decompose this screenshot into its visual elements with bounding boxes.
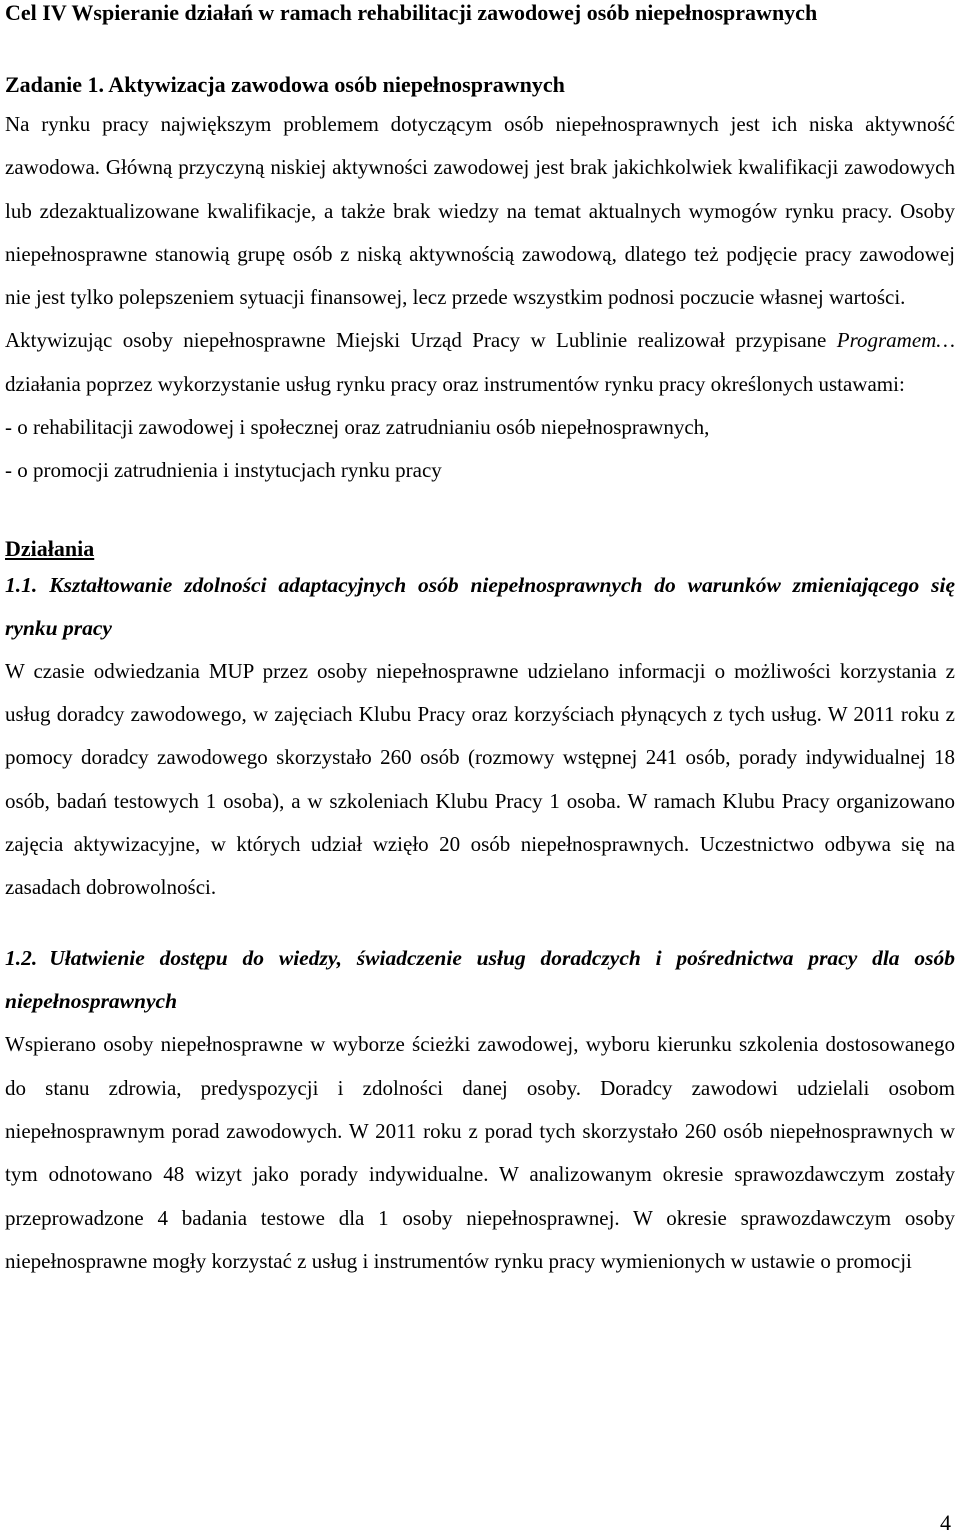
document-page — [5, 0, 955, 1283]
task-paragraph-2-after: działania poprzez wykorzystanie usług rynku pracy oraz instrumentów rynku pracy określonych ustawami: — [5, 371, 905, 396]
section-2-number: 1.2. — [5, 946, 38, 971]
law-list-item: - o promocji zatrudnienia i instytucjach rynku pracy — [5, 458, 442, 483]
chapter-title: Cel IV Wspieranie działań w ramach rehabilitacji zawodowej osób niepełnosprawnych — [5, 0, 818, 25]
section-2-title-text: Ułatwienie dostępu do wiedzy, świadczenie usług doradczych i pośrednictwa pracy dla osób niepełnosprawnych — [5, 946, 955, 1014]
law-list-item: - o rehabilitacji zawodowej i społecznej oraz zatrudnianiu osób niepełnosprawnych, — [5, 415, 710, 440]
page-number: 4 — [940, 1510, 951, 1535]
actions-label: Działania — [5, 535, 95, 561]
section-1-title — [5, 564, 955, 650]
section-1-body: W czasie odwiedzania MUP przez osoby niepełnosprawne udzielano informacji o możliwości korzystania z usług doradcy zawodowego, w zajęciach Klubu Pracy oraz korzyściach płynących z tych usług. W 2011 roku z pomocy doradcy zawodowego skorzystało 260 osób (rozmowy wstępnej 241 osób, porady indywidualnej 18 osób, badań testowych 1 osoba), a w szkoleniach Klubu Pracy 1 osoba. W ramach Klubu Pracy organizowano zajęcia aktywizacyjne, w których udział wzięło 20 osób niepełnosprawnych. Uczestnictwo odbywa się na zasadach dobrowolności. — [5, 658, 955, 900]
task-title: Zadanie 1. Aktywizacja zawodowa osób niepełnosprawnych — [5, 72, 565, 97]
task-paragraph-2-before: Aktywizując osoby niepełnosprawne Miejski Urząd Pracy w Lublinie realizował przypisane — [5, 328, 827, 353]
section-1-number: 1.1. — [5, 572, 38, 597]
section-1-title-text: Kształtowanie zdolności adaptacyjnych osób niepełnosprawnych do warunków zmieniającego się rynku pracy — [5, 572, 955, 640]
section-2-title — [5, 937, 955, 1023]
task-paragraph-1: Na rynku pracy największym problemem dotyczącym osób niepełnosprawnych jest ich niska aktywność zawodowa. Główną przyczyną niskiej aktywności zawodowej jest brak jakichkolwiek kwalifikacji zawodowych lub zdezaktualizowane kwalifikacje, a także brak wiedzy na temat aktualnych wymogów rynku pracy. Osoby niepełnosprawne stanowią grupę osób z niską aktywnością zawodową, dlatego też podjęcie pracy zawodowej nie jest tylko polepszeniem sytuacji finansowej, lecz przede wszystkim podnosi poczucie własnej wartości. — [5, 112, 955, 310]
task-paragraph-2 — [5, 319, 955, 406]
program-reference: Programem… — [836, 328, 955, 353]
section-2-body: Wspierano osoby niepełnosprawne w wyborze ścieżki zawodowej, wyboru kierunku szkolenia dostosowanego do stanu zdrowia, predyspozycji i zdolności danej osoby. Doradcy zawodowi udzielali osobom niepełnosprawnym porad zawodowych. W 2011 roku z porad tych skorzystało 260 osób niepełnosprawnych w tym odnotowano 48 wizyt jako porady indywidualne. W analizowanym okresie sprawozdawczym zostały przeprowadzone 4 badania testowe dla 1 osoby niepełnosprawnej. W okresie sprawozdawczym osoby niepełnosprawne mogły korzystać z usług i instrumentów rynku pracy wymienionych w ustawie o promocji — [5, 1032, 955, 1273]
section-spacer — [5, 909, 955, 937]
